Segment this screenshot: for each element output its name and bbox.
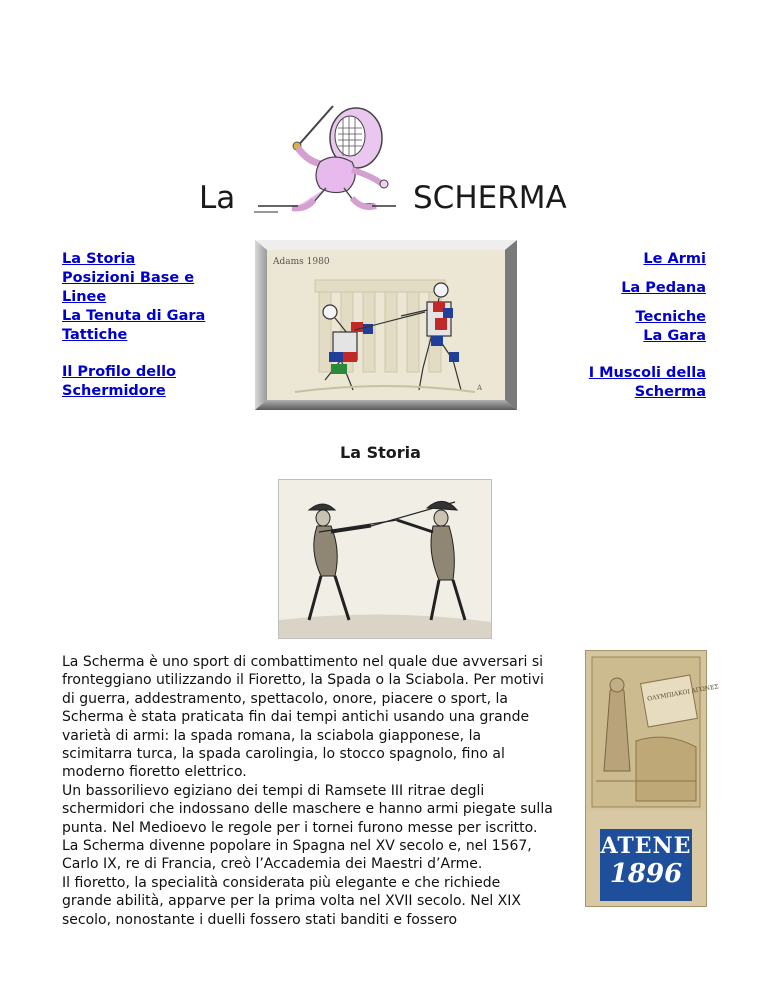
nav-left	[62, 250, 232, 401]
atene-label-box	[600, 829, 692, 901]
atene-title: ATENE	[600, 833, 692, 859]
article-paragraph: Il fioretto, la specialità considerata più elegante e che richiede grande abilità, apparve per la prima volta nel XVII secolo. Nel XIX secolo, nonostante i duelli fossero stati banditi e fossero	[62, 874, 521, 928]
nav-link-la-pedana[interactable]: La Pedana	[621, 280, 706, 296]
article-paragraph: La Scherma è uno sport di combattimento nel quale due avversari si fronteggiano utilizzando il Fioretto, la Spada o la Sciabola. Per motivi di guerra, addestramento, spettacolo, onore, piacere o sport, la Scherma è stata praticata fin dai tempi antichi usando una grande varietà di armi: la spada romana, la sciabola giapponese, la scimitarra turca, la spada carolingia, lo stocco spagnolo, fino al moderno fioretto elettrico.	[62, 654, 544, 781]
title-left: La	[199, 180, 236, 216]
nav-link-posizioni-base[interactable]: Posizioni Base e Linee	[62, 270, 195, 305]
nav-link-tenuta-di-gara[interactable]: La Tenuta di Gara	[62, 308, 206, 324]
greek-inscription: ΟΛΥΜΠΙΑΚΟΙ ΑΓΩΝΕΣ	[646, 683, 720, 703]
nav-link-le-armi[interactable]: Le Armi	[643, 251, 706, 267]
atene-year: 1896	[609, 859, 683, 889]
nav-link-profilo-schermidore[interactable]: Il Profilo dello Schermidore	[62, 364, 176, 399]
fencing-poster-image	[255, 240, 517, 410]
article-body	[62, 653, 554, 929]
title-right: SCHERMA	[413, 180, 567, 216]
article-paragraph: Un bassorilievo egiziano dei tempi di Ramsete III ritrae degli schermidori che indossano delle maschere e hanno armi piegate sulla punta. Nel Medioevo le regole per i tornei furono messe per iscritto. La Scherma divenne popolare in Spagna nel XV secolo e, nel 1567, Carlo IX, re di Francia, creò l’Accademia dei Maestri d’Arme.	[62, 782, 553, 873]
nav-link-la-storia[interactable]: La Storia	[62, 251, 136, 267]
fencer-cartoon-icon	[248, 100, 398, 218]
section-title: La Storia	[340, 443, 421, 462]
duel-engraving-image	[278, 479, 492, 639]
nav-link-tattiche[interactable]: Tattiche	[62, 327, 128, 343]
nav-link-la-gara[interactable]: La Gara	[643, 328, 706, 344]
poster-signature: Adams 1980	[273, 257, 330, 267]
nav-link-muscoli-scherma[interactable]: I Muscoli della Scherma	[588, 365, 706, 400]
atene-1896-poster	[585, 650, 720, 907]
nav-right	[556, 250, 706, 402]
svg-text:A: A	[477, 384, 483, 392]
nav-link-tecniche[interactable]: Tecniche	[635, 309, 706, 325]
